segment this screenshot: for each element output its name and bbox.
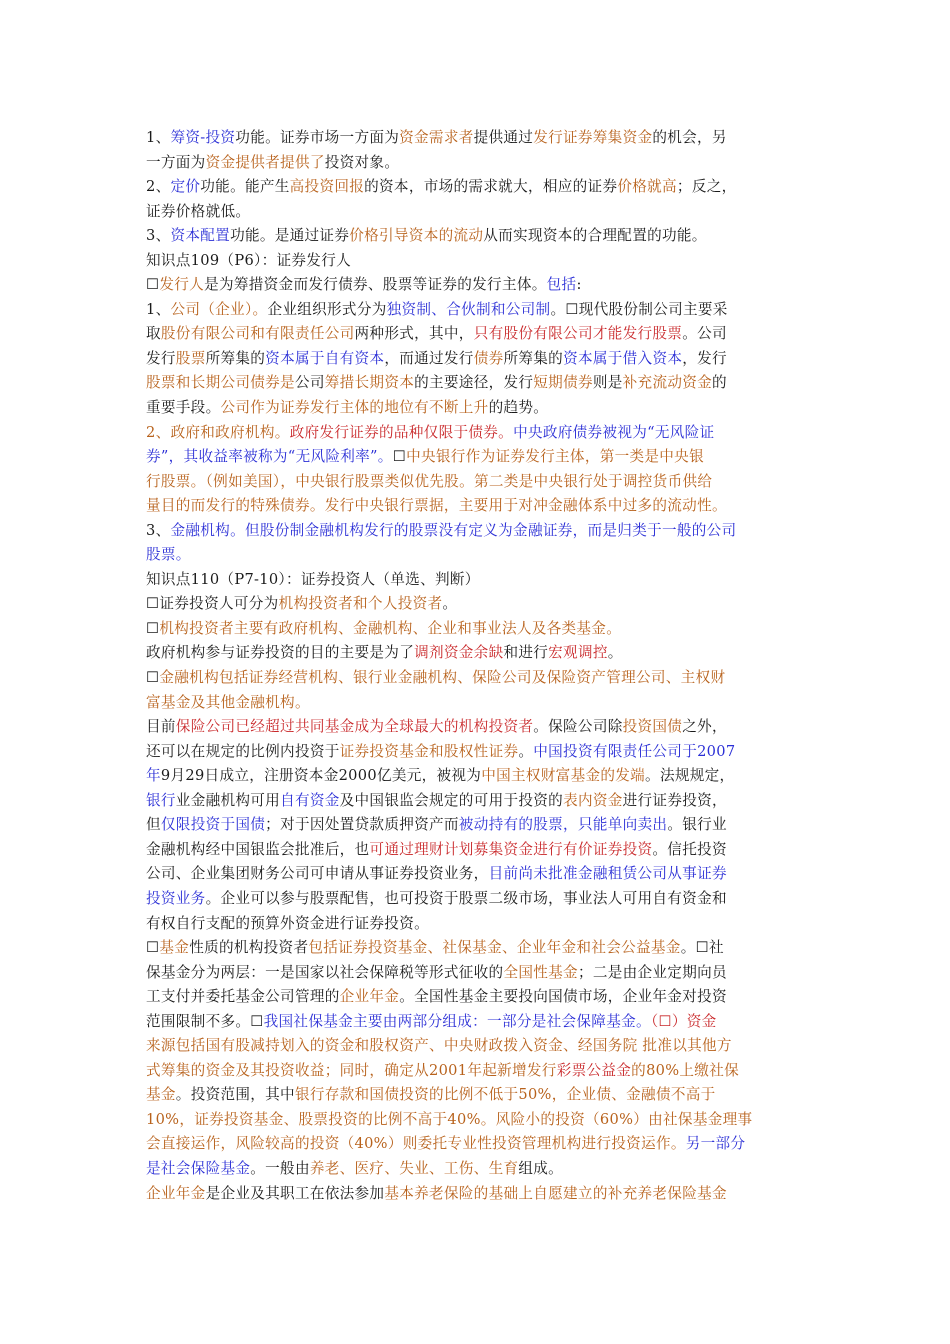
text-line xyxy=(146,200,811,225)
text-run: ☐ xyxy=(146,669,160,687)
text-line xyxy=(146,764,811,789)
text-line xyxy=(146,421,811,446)
text-run: 知识点110（P7-10）：证券投资人（单选、判断） xyxy=(146,570,480,588)
text-line xyxy=(146,1010,811,1035)
text-line xyxy=(146,592,811,617)
text-run: 包括 xyxy=(546,276,577,294)
text-run: ，发行 xyxy=(682,349,727,367)
text-run: 之外， xyxy=(682,718,727,736)
text-run: 富基金及其他金融机构。 xyxy=(146,693,310,711)
text-line xyxy=(146,617,811,642)
text-line xyxy=(146,789,811,814)
text-run: 取 xyxy=(146,325,161,343)
text-run: 公司（企业）。 xyxy=(170,300,268,318)
text-line xyxy=(146,641,811,666)
text-run: 还可以在规定的比例内投资于 xyxy=(146,742,340,760)
text-run: 。 xyxy=(518,742,534,760)
text-run: 2、政府和政府机构。 xyxy=(146,423,290,441)
text-run: 基本养老保险的基础上自愿建立的补充养老保险基金 xyxy=(384,1184,727,1202)
text-run: 可通过理财计划募集资金进行有价证券投资 xyxy=(369,840,653,858)
text-run: 我国社保基金主要由两部分组成：一部分是社会保障基金。 xyxy=(263,1012,651,1030)
text-run: 中国投资有限责任公司于2007 xyxy=(533,742,736,760)
text-run: 功能。能产生 xyxy=(200,178,290,196)
text-run: 资金需求者 xyxy=(399,129,474,146)
text-run: ☐ xyxy=(146,276,160,294)
text-line xyxy=(146,862,811,887)
text-run: 会直接运作，风险较高的投资（40%）则委托专业性投资管理机构进行投资运作。 xyxy=(146,1135,686,1153)
text-run: 公司作为证券发行主体的地位有不断上升 xyxy=(220,399,489,417)
text-run: 自有资金 xyxy=(280,791,340,809)
text-line xyxy=(146,1083,811,1108)
text-run: 从而实现资本的合理配置的功能。 xyxy=(483,227,707,245)
text-run: 2、 xyxy=(146,178,171,196)
text-line xyxy=(146,936,811,961)
text-run: 中国主权财富基金的发端 xyxy=(481,767,646,785)
text-run: 10%，证券投资基金、股票投资的比例不高于40%。风险小的投资（60%）由社保基金理事 xyxy=(146,1110,753,1128)
text-run: 投资国债 xyxy=(622,718,683,736)
text-run: 知识点109（P6）：证券发行人 xyxy=(146,251,351,269)
text-run: 。 xyxy=(384,153,400,171)
text-run: 业金融机构可用 xyxy=(175,791,281,809)
text-line xyxy=(146,912,811,937)
text-run: 的趋势。 xyxy=(488,399,549,417)
text-run: 股票 xyxy=(175,349,206,367)
text-run: 中央银行作为证券发行主体，第一类是中央银 xyxy=(406,448,704,466)
text-line xyxy=(146,543,811,568)
text-line xyxy=(146,838,811,863)
text-run: 性质的机构投资者 xyxy=(189,939,309,957)
text-run: 股份有限公司和有限责任公司 xyxy=(160,325,355,343)
text-run: 是企业及其职工在依法参加 xyxy=(205,1184,385,1202)
text-run: 一方面为 xyxy=(146,153,206,171)
text-run: 。银行业 xyxy=(667,816,727,834)
text-run: 年 xyxy=(146,767,161,785)
text-run: 的 xyxy=(712,374,727,392)
text-run: 。 xyxy=(607,644,623,662)
text-run: 是社会保险基金 xyxy=(146,1159,251,1177)
text-line xyxy=(146,494,811,519)
text-run: 机构投资者主要有政府机构、金融机构、企业和事业法人及各类基金。 xyxy=(159,619,622,637)
text-run: ；二是由企业定期向员 xyxy=(577,963,727,981)
text-run: 资本属于自有资本 xyxy=(265,349,385,367)
text-line xyxy=(146,1182,811,1207)
text-line xyxy=(146,347,811,372)
text-line xyxy=(146,666,811,691)
text-run: 政府发行证券的品种仅限于债券。 xyxy=(289,423,514,441)
text-run: 。公司 xyxy=(682,325,727,343)
text-run: 机构投资者和个人投资者 xyxy=(278,595,443,613)
text-run: 保险公司已经超过共同基金成为全球最大的机构投资者 xyxy=(175,718,534,736)
text-run: 被动持有的股票，只能单向卖出 xyxy=(458,816,668,834)
text-run: 目前 xyxy=(146,718,176,736)
text-line xyxy=(146,322,811,347)
text-run: 但 xyxy=(146,816,161,834)
text-line xyxy=(146,396,811,421)
text-run: 彩票公益金 xyxy=(556,1061,632,1079)
text-run: 证券投资基金和股权性证券 xyxy=(339,742,519,760)
text-run: 保基金分为两层：一是国家以社会保障税等形式征收的 xyxy=(146,963,504,981)
text-run: 。法规规定， xyxy=(645,767,735,785)
text-run: 包括证券投资基金、社保基金、企业年金和社会公益基金 xyxy=(308,939,681,957)
text-run: 企业组织形式分为 xyxy=(267,300,387,318)
text-run: 是为筹措资金而发行债券、股票等证券的发行主体。 xyxy=(204,276,547,294)
text-run: 政府机构参与证券投资的目的主要是为了 xyxy=(146,644,415,662)
text-run: 股票。 xyxy=(146,546,191,564)
text-line xyxy=(146,175,811,200)
text-run: 范围限制不多。☐ xyxy=(146,1012,264,1030)
text-run: 券”，其收益率被称为“无风险利率”。 xyxy=(146,448,393,466)
text-run: 重要手段。 xyxy=(146,399,221,417)
text-run: 只有股份有限公司才能发行股票 xyxy=(473,325,683,343)
text-line xyxy=(146,445,811,470)
text-run: 进行证券投资， xyxy=(622,791,727,809)
text-run: 1、 xyxy=(146,300,171,318)
text-run: 债券 xyxy=(473,349,504,367)
text-run: 来源包括国有股减持划入的资金和股权资产、中央财政拨入资金、经国务院 批准以其他方 xyxy=(146,1037,732,1055)
text-run: 价格就高 xyxy=(617,178,677,196)
text-run: 所筹集的 xyxy=(205,349,266,367)
text-run: 企业年金 xyxy=(339,988,400,1006)
text-run: 提供通过 xyxy=(473,129,534,146)
text-line xyxy=(146,740,811,765)
text-line xyxy=(146,568,811,593)
text-run: 另一部分 xyxy=(685,1135,746,1153)
text-run: ；对于因处置贷款质押资产而 xyxy=(265,816,459,834)
text-run: 基金 xyxy=(159,939,190,957)
text-run: 发行 xyxy=(146,349,176,367)
text-run: ☐证券投资人可分为 xyxy=(146,595,279,613)
text-run: 基金 xyxy=(146,1086,176,1104)
text-run: 及中国银监会规定的可用于投资的 xyxy=(339,791,564,809)
text-line xyxy=(146,1157,811,1182)
text-line xyxy=(146,151,811,176)
text-line xyxy=(146,813,811,838)
text-run: 则是 xyxy=(592,374,623,392)
text-run: 投资对象 xyxy=(324,153,385,171)
text-run: 资本属于借入资本 xyxy=(563,349,683,367)
text-line xyxy=(146,371,811,396)
text-run: 金融机构经中国银监会批准后，也 xyxy=(146,840,370,858)
text-line xyxy=(146,298,811,323)
text-run: 表内资金 xyxy=(563,791,623,809)
text-run: 资金提供者提供了 xyxy=(205,153,325,171)
text-run: 功能。是通过证券 xyxy=(230,227,350,245)
text-run: 补充流动资金 xyxy=(622,374,713,392)
text-line xyxy=(146,1132,811,1157)
text-line xyxy=(146,691,811,716)
text-line xyxy=(146,1034,811,1059)
text-run: 3、 xyxy=(146,521,171,539)
text-run: 的主要途径，发行 xyxy=(414,374,534,392)
text-run: 。☐社 xyxy=(680,939,724,957)
text-run: 。全国性基金主要投向国债市场，企业年金对投资 xyxy=(399,988,727,1006)
text-run: 的80%上缴社保 xyxy=(631,1061,739,1079)
text-run: 宏观调控 xyxy=(548,644,608,662)
text-run: ；反之， xyxy=(676,178,737,196)
text-line xyxy=(146,224,811,249)
text-run: ，而通过发行 xyxy=(384,349,474,367)
text-run: 。投资范围，其中 xyxy=(175,1086,295,1104)
text-run: 。企业可以参与股票配售，也可投资于股票二级市场，事业法人可用自有资金和 xyxy=(205,889,727,907)
text-run: 组成。 xyxy=(518,1159,564,1177)
text-run: 和进行 xyxy=(503,644,549,662)
text-line xyxy=(146,961,811,986)
text-run: 功能。证券市场一方面为 xyxy=(235,129,400,146)
text-line xyxy=(146,985,811,1010)
text-run: 企业年金 xyxy=(146,1184,206,1202)
text-run: 中央政府债券被视为“无风险证 xyxy=(513,423,715,441)
text-line xyxy=(146,1059,811,1084)
text-run: 两种形式，其中， xyxy=(354,325,474,343)
text-run: 股票和长期公司债券是 xyxy=(146,374,295,392)
text-run: 独资制、合伙制和公司制 xyxy=(386,300,551,318)
text-run: 行股票。（例如美国），中央银行股票类似优先股。第二类是中央银行处于调控货币供给 xyxy=(146,472,713,490)
text-run: 3、 xyxy=(146,227,171,245)
text-line xyxy=(146,1108,811,1133)
text-line xyxy=(146,273,811,298)
text-run: 银行存款和国债投资的比例不低于50%，企业债、金融债不高于 xyxy=(294,1086,716,1104)
text-run: ☐ xyxy=(392,448,407,466)
text-run: 投资业务 xyxy=(146,889,206,907)
text-line xyxy=(146,715,811,740)
text-run: 的机会，另 xyxy=(652,129,727,146)
text-run: ☐ xyxy=(146,619,160,637)
text-run: 资本配置 xyxy=(170,227,231,245)
text-run: 公司、企业集团财务公司可申请从事证券投资业务， xyxy=(146,865,489,883)
text-run: 定价 xyxy=(170,178,201,196)
text-run: 发行人 xyxy=(159,276,205,294)
text-run: 仅限投资于国债 xyxy=(160,816,266,834)
text-run: 1、 xyxy=(146,129,171,146)
text-run: 养老、医疗、失业、工伤、生育 xyxy=(309,1159,519,1177)
text-run: 所筹集的 xyxy=(503,349,564,367)
text-run: 。保险公司除 xyxy=(533,718,623,736)
text-run: 调剂资金余缺 xyxy=(414,644,504,662)
text-run: 银行 xyxy=(146,791,176,809)
text-run: 。一般由 xyxy=(250,1159,310,1177)
text-run: 工支付并委托基金公司管理的 xyxy=(146,988,340,1006)
text-run: 。但股份制金融机构发行的股票没有定义为金融证券，而是归类于一般的公司 xyxy=(230,521,737,539)
text-run: : xyxy=(576,276,582,294)
text-run: 金融机构 xyxy=(170,521,231,539)
text-run: 量目的而发行的特殊债券。发行中央银行票据，主要用于对冲金融体系中过多的流动性。 xyxy=(146,497,727,515)
text-run: 的资本，市场的需求就大，相应的证券 xyxy=(364,178,618,196)
text-run: 金融机构包括证券经营机构、银行业金融机构、保险公司及保险资产管理公司、主权财 xyxy=(159,669,726,687)
text-run: 有权自行支配的预算外资金进行证券投资。 xyxy=(146,914,429,932)
text-line xyxy=(146,126,811,151)
text-run: 价格引导资本的流动 xyxy=(349,227,484,245)
text-run: 高投资回报 xyxy=(289,178,365,196)
text-run: 。 xyxy=(442,595,458,613)
text-run: 短期债券 xyxy=(533,374,593,392)
text-run: （☐）资金 xyxy=(650,1012,717,1030)
text-run: 式筹集的资金及其投资收益；同时，确定从2001年起新增发行 xyxy=(146,1061,557,1079)
text-run: 筹资-投资 xyxy=(170,129,236,146)
text-line xyxy=(146,470,811,495)
text-line xyxy=(146,887,811,912)
text-run: 目前尚未批准金融租赁公司从事证券 xyxy=(488,865,727,883)
text-run: ☐ xyxy=(146,939,160,957)
text-run: 发行证券筹集资金 xyxy=(533,129,653,146)
text-run: 证券价格就低。 xyxy=(146,202,251,220)
text-run: 。☐现代股份制公司主要采 xyxy=(550,300,728,318)
text-run: 9月29日成立，注册资本金2000亿美元，被视为 xyxy=(160,767,482,785)
text-run: 全国性基金 xyxy=(503,963,578,981)
text-run: 公司 xyxy=(294,374,325,392)
text-run: 筹措长期资本 xyxy=(324,374,415,392)
text-run: 。信托投资 xyxy=(652,840,727,858)
text-line xyxy=(146,519,811,544)
document-page xyxy=(146,126,811,1206)
text-line xyxy=(146,249,811,274)
